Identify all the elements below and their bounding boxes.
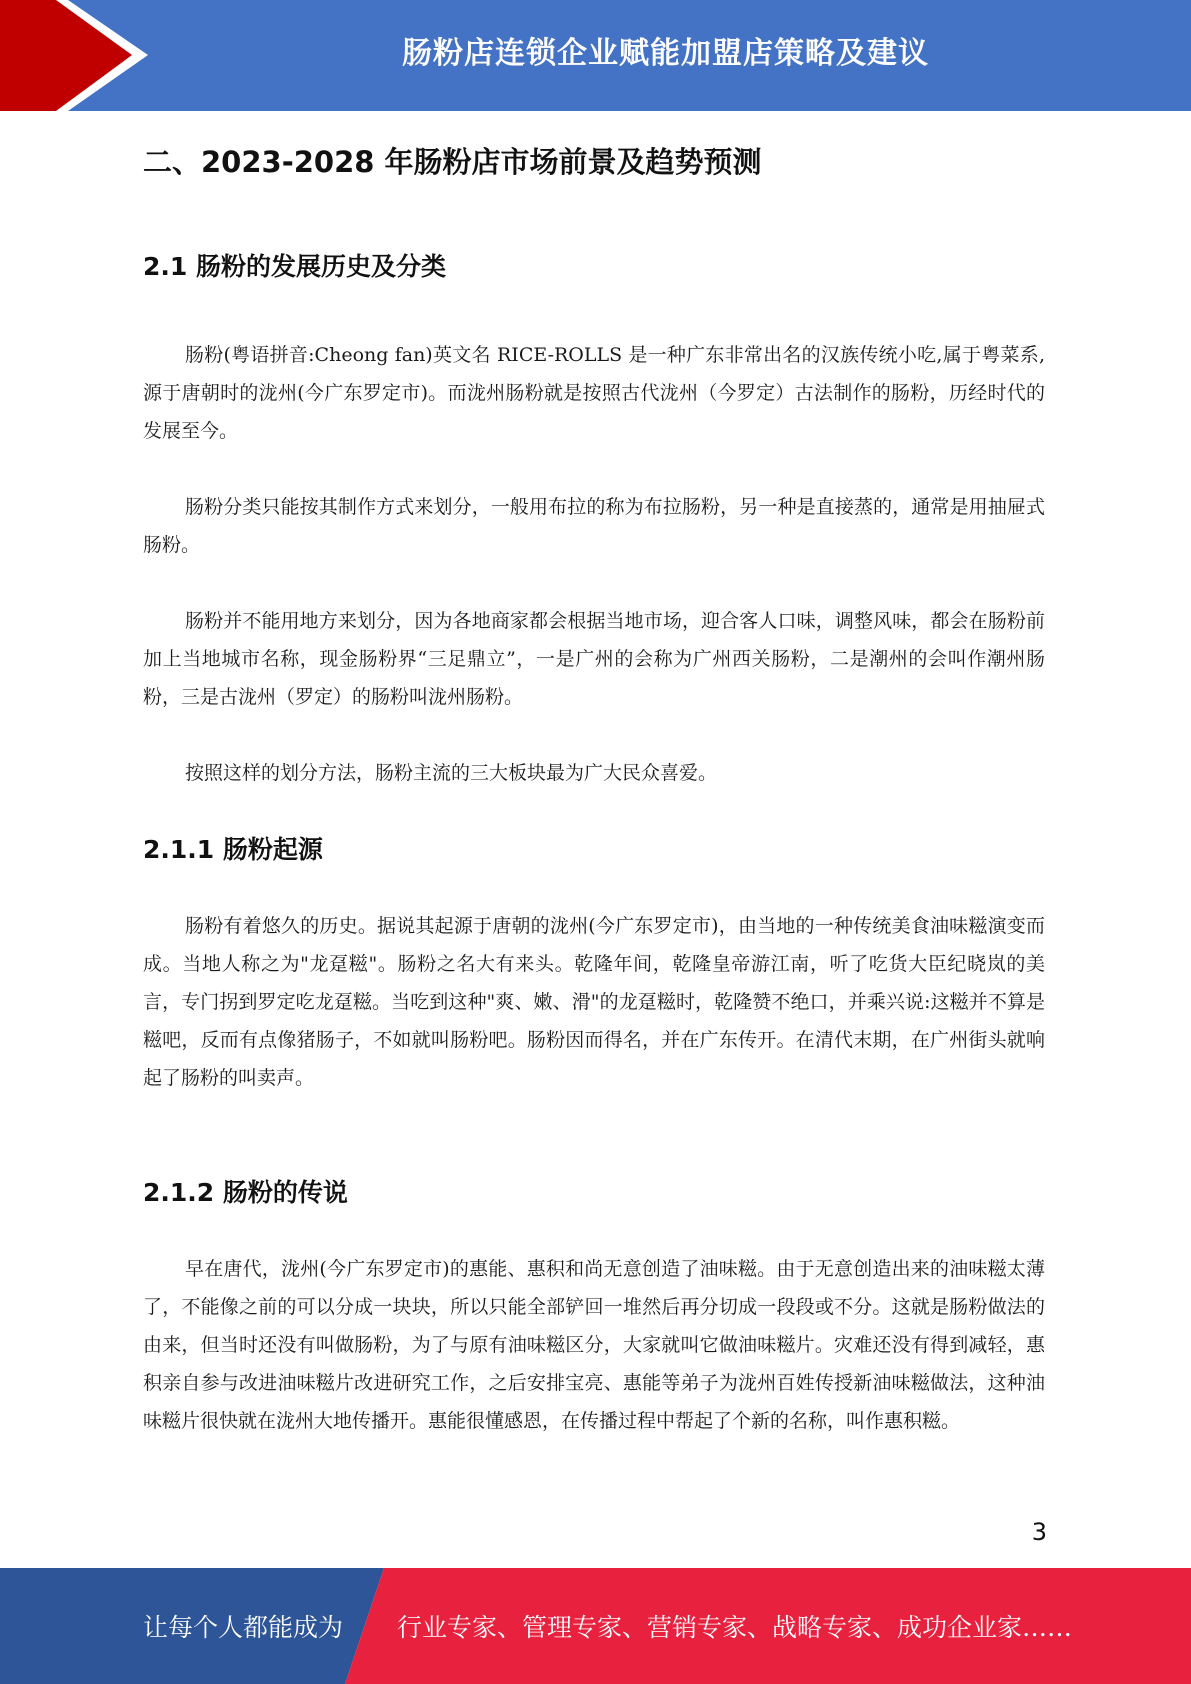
page-number: 3 bbox=[1031, 1518, 1047, 1546]
subsection-title-2-1-2: 2.1.2 肠粉的传说 bbox=[143, 1178, 348, 1207]
section-title: 二、2023-2028 年肠粉店市场前景及趋势预测 bbox=[143, 145, 762, 179]
subsection-title-2-1-1: 2.1.1 肠粉起源 bbox=[143, 835, 323, 864]
footer-band bbox=[0, 1568, 1191, 1684]
paragraph: 肠粉有着悠久的历史。据说其起源于唐朝的泷州(今广东罗定市)，由当地的一种传统美食油味糍演变而成。当地人称之为"龙趸糍"。肠粉之名大有来头。乾隆年间，乾隆皇帝游江南，听了吃货大臣纪晓岚的美言，专门拐到罗定吃龙趸糍。当吃到这种"爽、嫩、滑"的龙趸糍时，乾隆赞不绝口，并乘兴说:这糍并不算是糍吧，反而有点像猪肠子，不如就叫肠粉吧。肠粉因而得名，并在广东传开。在清代末期，在广州街头就响起了肠粉的叫卖声。 bbox=[143, 915, 1045, 1089]
paragraph: 早在唐代，泷州(今广东罗定市)的惠能、惠积和尚无意创造了油味糍。由于无意创造出来的油味糍太薄了，不能像之前的可以分成一块块，所以只能全部铲回一堆然后再分切成一段段或不分。这就是肠粉做法的由来，但当时还没有叫做肠粉，为了与原有油味糍区分，大家就叫它做油味糍片。灾难还没有得到减轻，惠积亲自参与改进油味糍片改进研究工作，之后安排宝亮、惠能等弟子为泷州百姓传授新油味糍做法，这种油味糍片很快就在泷州大地传播开。惠能很懂感恩，在传播过程中帮起了个新的名称，叫作惠积糍。 bbox=[143, 1258, 1045, 1432]
paragraph: 肠粉(粤语拼音:Cheong fan)英文名 RICE-ROLLS 是一种广东非常出名的汉族传统小吃,属于粤菜系,源于唐朝时的泷州(今广东罗定市)。而泷州肠粉就是按照古代泷州（今罗定）古法制作的肠粉，历经时代的发展至今。 bbox=[143, 344, 1045, 442]
arrow-red-fill bbox=[0, 0, 132, 111]
header-title: 肠粉店连锁企业赋能加盟店策略及建议 bbox=[402, 36, 929, 71]
subsection-title-2-1: 2.1 肠粉的发展历史及分类 bbox=[143, 252, 446, 281]
paragraph: 按照这样的划分方法，肠粉主流的三大板块最为广大民众喜爱。 bbox=[185, 762, 718, 784]
footer-slogan-left: 让每个人都能成为 bbox=[143, 1613, 344, 1642]
footer-slogan-right: 行业专家、管理专家、营销专家、战略专家、成功企业家…… bbox=[397, 1613, 1073, 1642]
header-arrow-decoration bbox=[0, 0, 160, 111]
paragraph: 肠粉分类只能按其制作方式来划分，一般用布拉的称为布拉肠粉，另一种是直接蒸的，通常是用抽屉式肠粉。 bbox=[143, 496, 1045, 556]
header-band bbox=[0, 0, 1191, 111]
paragraph: 肠粉并不能用地方来划分，因为各地商家都会根据当地市场，迎合客人口味，调整风味，都会在肠粉前加上当地城市名称，现金肠粉界“三足鼎立”，一是广州的会称为广州西关肠粉，二是潮州的会叫作潮州肠粉，三是古泷州（罗定）的肠粉叫泷州肠粉。 bbox=[143, 610, 1045, 708]
